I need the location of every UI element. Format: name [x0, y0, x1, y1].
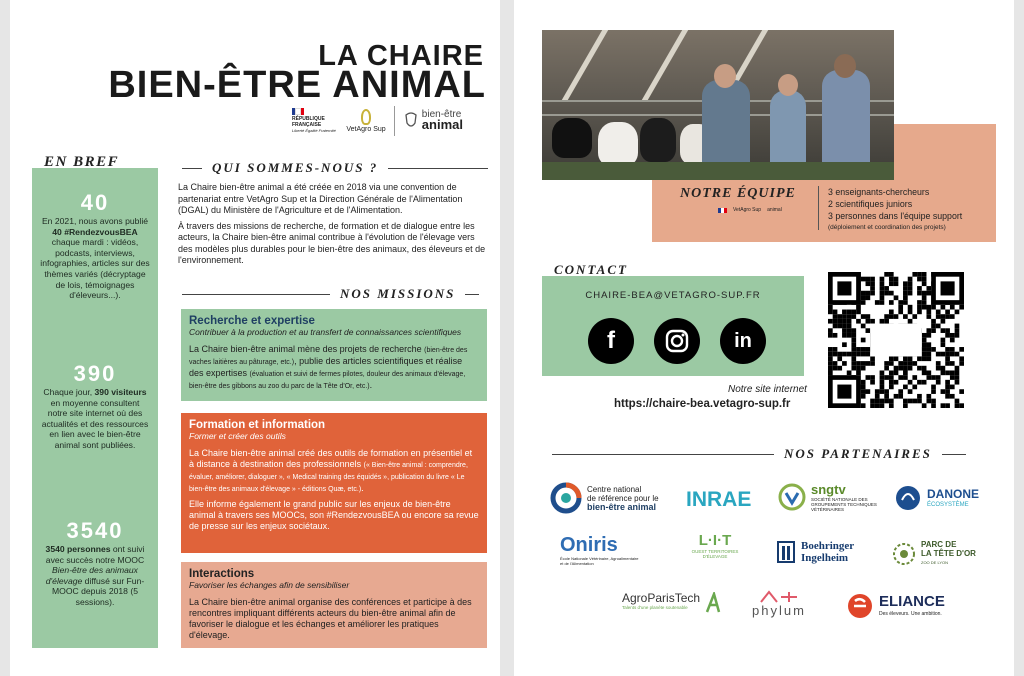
title-line1: LA CHAIRE [318, 40, 484, 72]
cow [640, 118, 676, 162]
cnr-bea-logo: Centre national de référence pour le bien-être animal [550, 482, 659, 514]
heading-rule [552, 454, 774, 455]
boehringer-icon [776, 540, 796, 564]
phylum-logo: phylum [752, 590, 806, 615]
boehringer-ingelheim-logo: Boehringer Ingelheim [776, 540, 854, 564]
equipe-note: (déploiement et coordination des projets) [828, 224, 946, 231]
site-label: Notre site internet [728, 384, 807, 395]
mission-formation-box [181, 413, 487, 553]
qui-sommes-nous-heading-row [182, 160, 488, 176]
mission-formation-title: Formation et information [189, 419, 326, 431]
republique-label: RÉPUBLIQUE FRANÇAISE [292, 116, 325, 128]
qui-sommes-nous-text [178, 182, 486, 267]
person-2-head [778, 74, 798, 96]
lit-logo: L·I·T OUEST TERRITOIRES D'ÉLEVAGE [691, 532, 739, 559]
danone-icon [894, 484, 922, 512]
qui-sommes-nous-heading: QUI SOMMES-NOUS ? [212, 160, 379, 175]
sngtv-icon [778, 483, 806, 511]
title-line2: BIEN-ÊTRE ANIMAL [108, 64, 486, 106]
logo-divider [394, 106, 395, 136]
vetagro-sup-logo [346, 109, 386, 133]
mission-interactions-text: La Chaire bien-être animal organise des conférences et participe à des rencontres impliquant différents acteurs du bien-être animal afin de favoriser le dialogue et les échanges et améliorer les pratiques d'élevage. [189, 597, 472, 640]
equipe-item-1: 3 enseignants-chercheurs [828, 187, 930, 197]
facebook-icon[interactable]: f [588, 318, 634, 364]
eliance-icon [846, 592, 874, 620]
vetagro-label-small: VetAgro Sup [733, 207, 762, 213]
agroparistech-logo: AgroParisTech Talents d'une planète soutenable [622, 592, 721, 614]
equipe-list [828, 186, 962, 234]
bref-text-2: Chaque jour, 390 visiteurs en moyenne consultent notre site internet où des actualités et des ressources en lien avec le bien-être animal sont publiées. [41, 387, 149, 450]
qui-paragraph-2: À travers des missions de recherche, de formation et de dialogue entre les acteurs, la Chaire bien-être animal contribue à l'évolution de l'élevage vers des modèles plus durables pour le bien-être des animaux, des éleveurs et de l'environnement. [178, 220, 486, 265]
qui-paragraph-1: La Chaire bien-être animal a été créée en 2018 via une convention de partenariat entre VetAgro Sup et la Direction Générale de l'Alimentation (DGAL) du Ministère de l'Agriculture et de l'Alimentation. [178, 182, 463, 215]
nos-partenaires-heading-row [552, 446, 992, 462]
bref-text-1: En 2021, nous avons publié 40 #RendezvousBEA chaque mardi : vidéos, podcasts, interviews, infographies, articles sur des thèmes variés (décryptage de lois, témoignages d'éleveurs...). [40, 216, 150, 301]
barn-floor [542, 162, 894, 180]
mission-recherche-subtitle: Contribuer à la production et au transfert de connaissances scientifiques [189, 327, 462, 337]
en-bref-panel [32, 168, 158, 648]
inrae-logo: INRAE [686, 488, 752, 511]
bref-number-3: 3540 [66, 518, 124, 543]
oniris-logo: Oniris École Nationale Vétérinaire, Agroalimentaire et de l'Alimentation [560, 534, 639, 566]
instagram-glyph [664, 328, 690, 354]
team-photo-barn [542, 30, 894, 180]
bea-label-small: animal [767, 207, 782, 213]
heading-rule [465, 294, 479, 295]
partners-grid [546, 476, 996, 636]
barn-rafter [642, 30, 688, 100]
mission-interactions-title: Interactions [189, 568, 255, 580]
nos-missions-heading-row [182, 286, 479, 302]
bea-bottom: animal [421, 117, 463, 132]
mission-formation-text-2: Elle informe également le grand public sur les enjeux de bien-être animal à travers ses MOOCs, son #RendezvousBEA ou encore sa revue de presse sur les enjeux sociétaux. [189, 499, 479, 531]
phylum-icon [759, 590, 799, 604]
left-page [10, 0, 500, 676]
equipe-item-2: 2 scientifiques juniors [828, 199, 913, 209]
right-page [514, 0, 1014, 676]
bref-block-3 [32, 518, 158, 608]
mission-recherche-title: Recherche et expertise [189, 315, 315, 327]
bref-block-1 [32, 190, 158, 301]
equipe-item-3: 3 personnes dans l'équipe support [828, 211, 963, 221]
contact-panel [542, 276, 804, 376]
bref-block-2 [32, 361, 158, 451]
nos-missions-heading: NOS MISSIONS [340, 286, 456, 301]
nos-partenaires-heading: NOS PARTENAIRES [784, 446, 932, 461]
mission-recherche-text: La Chaire bien-être animal mène des projets de recherche (bien-être des vaches laitières au pâturage, etc.), publie des articles scientifiques et réalise des expertises (évaluation et suivi de fermes pilotes, douleur des animaux d'élevage, bien-être des gibbons au zoo du parc de la Tête d'Or, etc.). [189, 344, 468, 390]
mission-recherche-box [181, 309, 487, 401]
site-url-link[interactable]: https://chaire-bea.vetagro-sup.fr [614, 398, 791, 410]
cnr-swirl-icon [550, 482, 582, 514]
vetagro-sup-icon [361, 109, 371, 125]
eliance-logo: ELIANCE Des éleveurs. Une ambition. [846, 592, 945, 620]
agroparistech-icon [705, 592, 721, 614]
french-flag-icon [292, 108, 304, 115]
bref-text-3: 3540 personnes ont suivi avec succès notre MOOC Bien-être des animaux d'élevage diffusé sur Fun-MOOC depuis 2018 (5 sessions). [45, 544, 145, 607]
cow-outline-icon [403, 111, 419, 131]
parc-tete-dor-logo: PARC DE LA TÊTE D'OR ZOO DE LYON [892, 540, 976, 567]
mission-formation-text: La Chaire bien-être animal créé des outils de formation en présentiel et à distance à destination des professionnels (« Bien-être animal : comprendre, évaluer, améliorer, dialoguer », « Medical training des équidés », publication du livre « Le bien-être des animaux d'élevage » - éditions Quæ, etc.). [189, 448, 473, 493]
republique-francaise-logo [292, 108, 338, 134]
devise-label: Liberté Égalité Fraternité [292, 128, 336, 133]
cow [552, 118, 592, 158]
sngtv-logo: sngtv SOCIÉTÉ NATIONALE DES GROUPEMENTS TECHNIQUES VÉTÉRINAIRES [778, 482, 883, 512]
heading-rule [388, 168, 488, 169]
person-3-head [834, 54, 856, 78]
instagram-icon[interactable] [654, 318, 700, 364]
barn-rafter [562, 30, 608, 100]
mission-interactions-box [181, 562, 487, 648]
bref-number-2: 390 [73, 361, 117, 386]
equipe-divider [818, 186, 819, 230]
bref-number-1: 40 [80, 190, 110, 215]
qr-code[interactable] [828, 272, 964, 408]
danone-ecosysteme-logo: DANONE ÉCOSYSTÈME [894, 484, 979, 512]
person-1-head [714, 64, 736, 88]
contact-email[interactable]: CHAIRE-BEA@VETAGRO-SUP.FR [585, 290, 761, 301]
mission-interactions-subtitle: Favoriser les échanges afin de sensibiliser [189, 580, 350, 590]
partner-logos-header [292, 104, 492, 138]
notre-equipe-heading: NOTRE ÉQUIPE [680, 186, 796, 201]
mission-formation-subtitle: Former et créer des outils [189, 431, 286, 441]
linkedin-icon[interactable]: in [720, 318, 766, 364]
parc-icon [892, 542, 916, 566]
contact-heading: CONTACT [554, 262, 628, 277]
heading-rule [182, 294, 330, 295]
heading-rule [182, 168, 202, 169]
cow [598, 122, 638, 166]
equipe-logos [718, 207, 782, 213]
french-flag-icon [718, 208, 727, 213]
heading-rule [942, 454, 966, 455]
vetagro-label: VetAgro Sup [346, 126, 386, 133]
en-bref-heading: EN BREF [44, 154, 120, 170]
bea-top: bien-être [421, 109, 462, 120]
bien-etre-animal-logo [403, 110, 463, 132]
